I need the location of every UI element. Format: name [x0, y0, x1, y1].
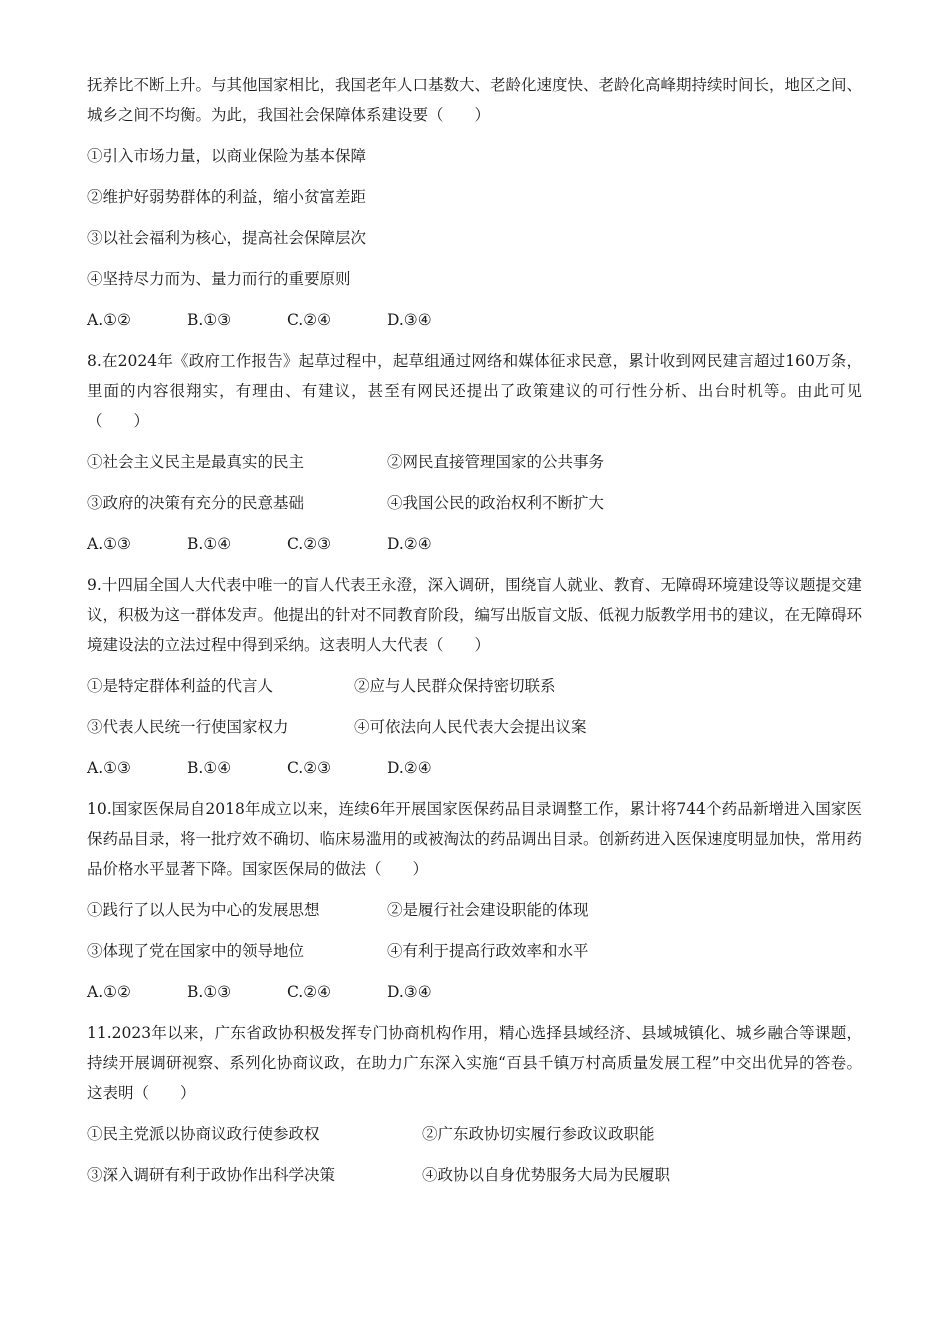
option-4: ④可依法向人民代表大会提出议案: [354, 718, 587, 736]
option-1: ①引入市场力量，以商业保险为基本保障: [87, 147, 367, 165]
answer-choices: [87, 529, 862, 559]
option-2: ②网民直接管理国家的公共事务: [387, 453, 605, 471]
answer-choices: [87, 977, 862, 1007]
question-stem: 8.在2024年《政府工作报告》起草过程中，起草组通过网络和媒体征求民意，累计收到网民建言超过160万条，里面的内容很翔实，有理由、有建议，甚至有网民还提出了政策建议的可行性分析、出台时机等。由此可见（ ）: [87, 352, 862, 430]
answer-a: A.①③: [87, 759, 131, 777]
option-4: ④政协以自身优势服务大局为民履职: [422, 1166, 671, 1184]
exam-page: [87, 70, 862, 1190]
option-2: ②是履行社会建设职能的体现: [387, 901, 589, 919]
question-7: [87, 70, 862, 335]
option-4: ④坚持尽力而为、量力而行的重要原则: [87, 270, 351, 288]
option-1: ①社会主义民主是最真实的民主: [87, 453, 305, 471]
answer-b: B.①④: [187, 759, 232, 777]
answer-c: C.②③: [287, 535, 332, 553]
answer-c: C.②④: [287, 311, 332, 329]
answer-d: D.②④: [387, 535, 432, 553]
option-3: ③代表人民统一行使国家权力: [87, 718, 289, 736]
answer-choices: [87, 305, 862, 335]
question-stem: 10.国家医保局自2018年成立以来，连续6年开展国家医保药品目录调整工作，累计将744个药品新增进入国家医保药品目录，将一批疗效不确切、临床易滥用的或被淘汰的药品调出目录。创新药进入医保速度明显加快，常用药品价格水平显著下降。国家医保局的做法（ ）: [87, 800, 863, 878]
option-1: ①践行了以人民为中心的发展思想: [87, 901, 320, 919]
answer-a: A.①②: [87, 983, 131, 1001]
option-2: ②应与人民群众保持密切联系: [354, 677, 556, 695]
question-8: [87, 346, 862, 559]
question-11: [87, 1018, 862, 1190]
option-row: [87, 671, 862, 701]
option-row: [87, 1119, 862, 1149]
answer-b: B.①③: [187, 983, 232, 1001]
answer-d: D.③④: [387, 983, 432, 1001]
question-10: [87, 794, 862, 1007]
option-1: ①是特定群体利益的代言人: [87, 677, 274, 695]
answer-c: C.②③: [287, 759, 332, 777]
option-4: ④我国公民的政治权利不断扩大: [387, 494, 605, 512]
option-row: [87, 1160, 862, 1190]
question-stem: 11.2023年以来，广东省政协积极发挥专门协商机构作用，精心选择县域经济、县域城镇化、城乡融合等课题，持续开展调研视察、系列化协商议政，在助力广东深入实施“百县千镇万村高质量发展工程”中交出优异的答卷。这表明（ ）: [87, 1024, 862, 1102]
option-3: ③以社会福利为核心，提高社会保障层次: [87, 229, 367, 247]
option-row: [87, 895, 862, 925]
option-3: ③体现了党在国家中的领导地位: [87, 942, 305, 960]
option-row: [87, 447, 862, 477]
option-3: ③政府的决策有充分的民意基础: [87, 494, 305, 512]
option-row: [87, 936, 862, 966]
answer-b: B.①④: [187, 535, 232, 553]
option-1: ①民主党派以协商议政行使参政权: [87, 1125, 320, 1143]
option-2: ②维护好弱势群体的利益，缩小贫富差距: [87, 188, 367, 206]
question-stem: 9.十四届全国人大代表中唯一的盲人代表王永澄，深入调研，围绕盲人就业、教育、无障碍环境建设等议题提交建议，积极为这一群体发声。他提出的针对不同教育阶段，编写出版盲文版、低视力版教学用书的建议，在无障碍环境建设法的立法过程中得到采纳。这表明人大代表（ ）: [87, 576, 863, 654]
option-3: ③深入调研有利于政协作出科学决策: [87, 1166, 336, 1184]
option-row: [87, 712, 862, 742]
answer-a: A.①②: [87, 311, 131, 329]
question-9: [87, 570, 862, 783]
question-stem: 抚养比不断上升。与其他国家相比，我国老年人口基数大、老龄化速度快、老龄化高峰期持续时间长，地区之间、城乡之间不均衡。为此，我国社会保障体系建设要（ ）: [87, 76, 863, 124]
answer-d: D.②④: [387, 759, 432, 777]
answer-a: A.①③: [87, 535, 131, 553]
option-4: ④有利于提高行政效率和水平: [387, 942, 589, 960]
answer-d: D.③④: [387, 311, 432, 329]
answer-choices: [87, 753, 862, 783]
answer-b: B.①③: [187, 311, 232, 329]
option-row: [87, 488, 862, 518]
answer-c: C.②④: [287, 983, 332, 1001]
option-2: ②广东政协切实履行参政议政职能: [422, 1125, 655, 1143]
